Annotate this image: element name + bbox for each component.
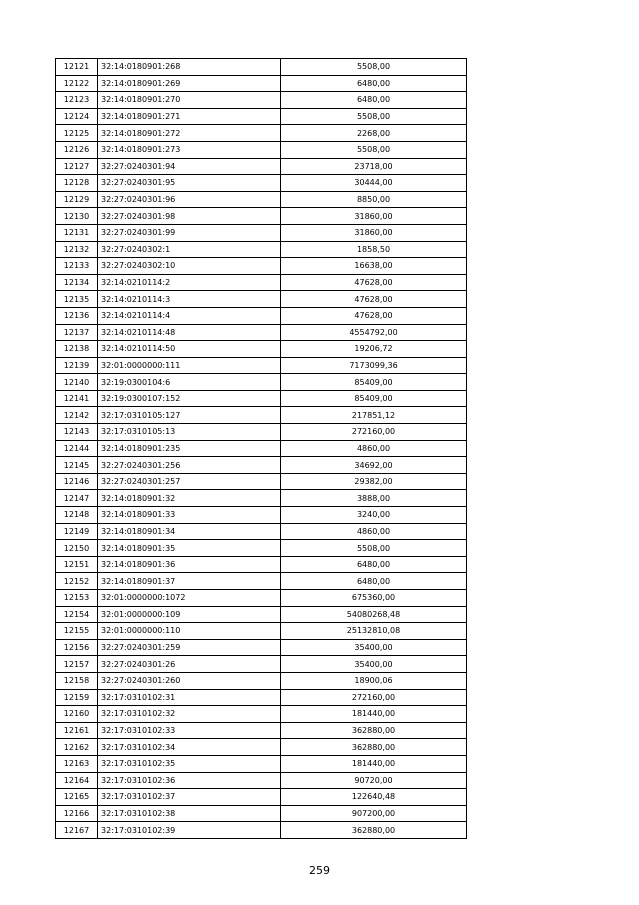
table-row bbox=[56, 92, 467, 109]
row-number: 12136 bbox=[56, 307, 98, 324]
value: 6480,00 bbox=[281, 75, 467, 92]
table-row bbox=[56, 755, 467, 772]
cadastral-number: 32:27:0240301:94 bbox=[98, 158, 281, 175]
value: 4860,00 bbox=[281, 523, 467, 540]
row-number: 12144 bbox=[56, 440, 98, 457]
table-row bbox=[56, 672, 467, 689]
row-number: 12135 bbox=[56, 291, 98, 308]
table-row bbox=[56, 341, 467, 358]
value: 6480,00 bbox=[281, 573, 467, 590]
cadastral-number: 32:19:0300107:152 bbox=[98, 390, 281, 407]
value: 181440,00 bbox=[281, 755, 467, 772]
value: 7173099,36 bbox=[281, 357, 467, 374]
row-number: 12126 bbox=[56, 141, 98, 158]
value: 34692,00 bbox=[281, 457, 467, 474]
cadastral-number: 32:17:0310105:13 bbox=[98, 424, 281, 441]
value: 31860,00 bbox=[281, 224, 467, 241]
table-row bbox=[56, 274, 467, 291]
value: 25132810,08 bbox=[281, 623, 467, 640]
value: 90720,00 bbox=[281, 772, 467, 789]
row-number: 12143 bbox=[56, 424, 98, 441]
row-number: 12159 bbox=[56, 689, 98, 706]
row-number: 12152 bbox=[56, 573, 98, 590]
cadastral-number: 32:14:0210114:48 bbox=[98, 324, 281, 341]
cadastral-number: 32:17:0310102:37 bbox=[98, 789, 281, 806]
cadastral-number: 32:14:0180901:271 bbox=[98, 108, 281, 125]
cadastral-number: 32:14:0180901:32 bbox=[98, 490, 281, 507]
table-row bbox=[56, 523, 467, 540]
row-number: 12154 bbox=[56, 606, 98, 623]
value: 5508,00 bbox=[281, 540, 467, 557]
value: 5508,00 bbox=[281, 108, 467, 125]
table-row bbox=[56, 722, 467, 739]
value: 1858,50 bbox=[281, 241, 467, 258]
value: 23718,00 bbox=[281, 158, 467, 175]
value: 54080268,48 bbox=[281, 606, 467, 623]
value: 6480,00 bbox=[281, 556, 467, 573]
cadastral-number: 32:14:0180901:35 bbox=[98, 540, 281, 557]
row-number: 12162 bbox=[56, 739, 98, 756]
cadastral-number: 32:27:0240301:26 bbox=[98, 656, 281, 673]
row-number: 12134 bbox=[56, 274, 98, 291]
table-row bbox=[56, 390, 467, 407]
table-row bbox=[56, 108, 467, 125]
row-number: 12157 bbox=[56, 656, 98, 673]
value: 31860,00 bbox=[281, 208, 467, 225]
row-number: 12138 bbox=[56, 341, 98, 358]
row-number: 12150 bbox=[56, 540, 98, 557]
row-number: 12149 bbox=[56, 523, 98, 540]
row-number: 12133 bbox=[56, 258, 98, 275]
table-row bbox=[56, 490, 467, 507]
table-row bbox=[56, 639, 467, 656]
table-row bbox=[56, 656, 467, 673]
table-row bbox=[56, 125, 467, 142]
row-number: 12153 bbox=[56, 590, 98, 607]
row-number: 12122 bbox=[56, 75, 98, 92]
value: 85409,00 bbox=[281, 390, 467, 407]
cadastral-number: 32:14:0180901:269 bbox=[98, 75, 281, 92]
row-number: 12129 bbox=[56, 191, 98, 208]
cadastral-number: 32:27:0240301:257 bbox=[98, 473, 281, 490]
row-number: 12145 bbox=[56, 457, 98, 474]
row-number: 12147 bbox=[56, 490, 98, 507]
value: 30444,00 bbox=[281, 175, 467, 192]
table-row bbox=[56, 324, 467, 341]
value: 18900,06 bbox=[281, 672, 467, 689]
page-number: 259 bbox=[309, 864, 330, 877]
table-row bbox=[56, 590, 467, 607]
row-number: 12123 bbox=[56, 92, 98, 109]
cadastral-number: 32:14:0180901:235 bbox=[98, 440, 281, 457]
row-number: 12132 bbox=[56, 241, 98, 258]
cadastral-number: 32:17:0310102:38 bbox=[98, 805, 281, 822]
value: 8850,00 bbox=[281, 191, 467, 208]
value: 272160,00 bbox=[281, 689, 467, 706]
value: 3888,00 bbox=[281, 490, 467, 507]
table-row bbox=[56, 540, 467, 557]
cadastral-number: 32:27:0240301:256 bbox=[98, 457, 281, 474]
table-row bbox=[56, 224, 467, 241]
cadastral-number: 32:17:0310102:31 bbox=[98, 689, 281, 706]
value: 47628,00 bbox=[281, 274, 467, 291]
value: 907200,00 bbox=[281, 805, 467, 822]
cadastral-number: 32:17:0310102:34 bbox=[98, 739, 281, 756]
value: 362880,00 bbox=[281, 739, 467, 756]
table-row bbox=[56, 258, 467, 275]
table-row bbox=[56, 457, 467, 474]
row-number: 12158 bbox=[56, 672, 98, 689]
row-number: 12163 bbox=[56, 755, 98, 772]
cadastral-number: 32:27:0240301:260 bbox=[98, 672, 281, 689]
row-number: 12139 bbox=[56, 357, 98, 374]
row-number: 12140 bbox=[56, 374, 98, 391]
cadastral-number: 32:27:0240302:10 bbox=[98, 258, 281, 275]
cadastral-number: 32:27:0240301:259 bbox=[98, 639, 281, 656]
cadastral-number: 32:27:0240302:1 bbox=[98, 241, 281, 258]
table-row bbox=[56, 374, 467, 391]
table-row bbox=[56, 307, 467, 324]
value: 35400,00 bbox=[281, 639, 467, 656]
value: 35400,00 bbox=[281, 656, 467, 673]
table-row bbox=[56, 689, 467, 706]
row-number: 12131 bbox=[56, 224, 98, 241]
value: 85409,00 bbox=[281, 374, 467, 391]
value: 5508,00 bbox=[281, 141, 467, 158]
cadastral-number: 32:17:0310102:39 bbox=[98, 822, 281, 839]
value: 362880,00 bbox=[281, 722, 467, 739]
row-number: 12164 bbox=[56, 772, 98, 789]
table-row bbox=[56, 556, 467, 573]
cadastral-number: 32:17:0310102:33 bbox=[98, 722, 281, 739]
table-row bbox=[56, 407, 467, 424]
row-number: 12130 bbox=[56, 208, 98, 225]
data-table bbox=[55, 58, 467, 839]
cadastral-number: 32:27:0240301:98 bbox=[98, 208, 281, 225]
cadastral-number: 32:14:0180901:273 bbox=[98, 141, 281, 158]
table-row bbox=[56, 75, 467, 92]
cadastral-number: 32:14:0180901:268 bbox=[98, 59, 281, 76]
table-row bbox=[56, 357, 467, 374]
table-row bbox=[56, 573, 467, 590]
value: 362880,00 bbox=[281, 822, 467, 839]
value: 29382,00 bbox=[281, 473, 467, 490]
table-row bbox=[56, 606, 467, 623]
table-row bbox=[56, 158, 467, 175]
row-number: 12166 bbox=[56, 805, 98, 822]
cadastral-number: 32:17:0310102:36 bbox=[98, 772, 281, 789]
table-row bbox=[56, 291, 467, 308]
table-row bbox=[56, 772, 467, 789]
row-number: 12121 bbox=[56, 59, 98, 76]
cadastral-number: 32:17:0310105:127 bbox=[98, 407, 281, 424]
row-number: 12137 bbox=[56, 324, 98, 341]
value: 122640,48 bbox=[281, 789, 467, 806]
cadastral-number: 32:27:0240301:95 bbox=[98, 175, 281, 192]
value: 5508,00 bbox=[281, 59, 467, 76]
row-number: 12125 bbox=[56, 125, 98, 142]
row-number: 12128 bbox=[56, 175, 98, 192]
cadastral-number: 32:27:0240301:99 bbox=[98, 224, 281, 241]
value: 16638,00 bbox=[281, 258, 467, 275]
table-row bbox=[56, 175, 467, 192]
table-row bbox=[56, 473, 467, 490]
cadastral-number: 32:14:0210114:2 bbox=[98, 274, 281, 291]
cadastral-number: 32:14:0210114:4 bbox=[98, 307, 281, 324]
table-row bbox=[56, 241, 467, 258]
cadastral-number: 32:19:0300104:6 bbox=[98, 374, 281, 391]
table-row bbox=[56, 424, 467, 441]
table-row bbox=[56, 623, 467, 640]
value: 675360,00 bbox=[281, 590, 467, 607]
cadastral-number: 32:17:0310102:35 bbox=[98, 755, 281, 772]
value: 181440,00 bbox=[281, 706, 467, 723]
row-number: 12167 bbox=[56, 822, 98, 839]
cadastral-number: 32:01:0000000:109 bbox=[98, 606, 281, 623]
table-row bbox=[56, 141, 467, 158]
cadastral-number: 32:14:0180901:270 bbox=[98, 92, 281, 109]
row-number: 12165 bbox=[56, 789, 98, 806]
cadastral-number: 32:14:0180901:33 bbox=[98, 507, 281, 524]
row-number: 12141 bbox=[56, 390, 98, 407]
table-row bbox=[56, 507, 467, 524]
cadastral-number: 32:14:0210114:3 bbox=[98, 291, 281, 308]
value: 272160,00 bbox=[281, 424, 467, 441]
row-number: 12156 bbox=[56, 639, 98, 656]
row-number: 12127 bbox=[56, 158, 98, 175]
cadastral-number: 32:14:0180901:272 bbox=[98, 125, 281, 142]
cadastral-number: 32:27:0240301:96 bbox=[98, 191, 281, 208]
row-number: 12124 bbox=[56, 108, 98, 125]
value: 3240,00 bbox=[281, 507, 467, 524]
table-body bbox=[56, 59, 467, 839]
row-number: 12160 bbox=[56, 706, 98, 723]
table-row bbox=[56, 208, 467, 225]
table-row bbox=[56, 59, 467, 76]
cadastral-number: 32:01:0000000:1072 bbox=[98, 590, 281, 607]
row-number: 12148 bbox=[56, 507, 98, 524]
table-row bbox=[56, 822, 467, 839]
table-row bbox=[56, 805, 467, 822]
value: 19206,72 bbox=[281, 341, 467, 358]
cadastral-number: 32:14:0180901:37 bbox=[98, 573, 281, 590]
value: 4860,00 bbox=[281, 440, 467, 457]
value: 217851,12 bbox=[281, 407, 467, 424]
cadastral-number: 32:01:0000000:110 bbox=[98, 623, 281, 640]
value: 4554792,00 bbox=[281, 324, 467, 341]
row-number: 12161 bbox=[56, 722, 98, 739]
table-row bbox=[56, 440, 467, 457]
cadastral-number: 32:01:0000000:111 bbox=[98, 357, 281, 374]
row-number: 12142 bbox=[56, 407, 98, 424]
row-number: 12155 bbox=[56, 623, 98, 640]
cadastral-number: 32:14:0180901:34 bbox=[98, 523, 281, 540]
value: 6480,00 bbox=[281, 92, 467, 109]
table-row bbox=[56, 789, 467, 806]
value: 2268,00 bbox=[281, 125, 467, 142]
cadastral-number: 32:14:0210114:50 bbox=[98, 341, 281, 358]
table-row bbox=[56, 706, 467, 723]
table-row bbox=[56, 739, 467, 756]
row-number: 12146 bbox=[56, 473, 98, 490]
cadastral-number: 32:17:0310102:32 bbox=[98, 706, 281, 723]
value: 47628,00 bbox=[281, 307, 467, 324]
value: 47628,00 bbox=[281, 291, 467, 308]
row-number: 12151 bbox=[56, 556, 98, 573]
table-row bbox=[56, 191, 467, 208]
cadastral-number: 32:14:0180901:36 bbox=[98, 556, 281, 573]
